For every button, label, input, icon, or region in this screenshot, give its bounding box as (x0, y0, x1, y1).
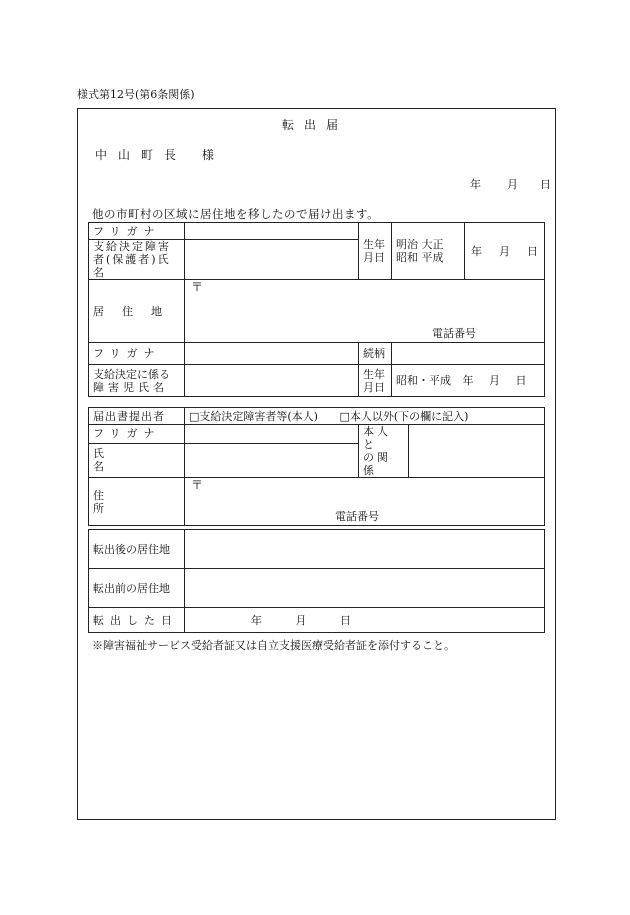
relation-field[interactable] (392, 343, 545, 365)
child-name-field[interactable] (185, 365, 359, 397)
birth2-label-line1: 生年 (363, 367, 385, 381)
option-self-checkbox[interactable]: □支給決定障害者等(本人) (189, 409, 318, 423)
before-residence-label: 転出前の居住地 (89, 569, 185, 608)
era-line1: 明治 大正 (396, 238, 444, 251)
birth2-field[interactable] (392, 365, 545, 397)
birth2-month: 月 (489, 374, 500, 387)
birth2-label (359, 365, 392, 397)
submitter-address-text: 住所 (93, 488, 166, 515)
birth-date-field[interactable] (465, 223, 545, 280)
relation-to-self-field[interactable] (409, 425, 545, 478)
recipient-name-field[interactable] (185, 240, 359, 280)
birth-label-line2: 月日 (363, 251, 385, 264)
addressee: 中山町長 様 (95, 148, 225, 162)
birth2-era: 昭和・平成 (396, 374, 451, 387)
phone-label: 電話番号 (432, 327, 476, 340)
birth-month: 月 (499, 244, 510, 258)
birth-year: 年 (471, 244, 482, 258)
submitter-address-label (89, 478, 185, 526)
recipient-table (88, 222, 545, 397)
birth2-label-line2: 月日 (363, 380, 385, 394)
birth-era[interactable] (392, 223, 465, 280)
submitter-furigana-field[interactable] (185, 425, 359, 444)
birth-day: 日 (527, 244, 538, 258)
date-year: 年 (470, 178, 481, 191)
move-date-field[interactable] (185, 608, 545, 633)
form-title: 転出届 (281, 118, 348, 132)
form-caption: 様式第12号(第6条関係) (77, 88, 195, 101)
intro-text: 他の市町村の区域に居住地を移したので届け出ます。 (92, 207, 380, 221)
furigana2-label: フリガナ (89, 343, 185, 365)
child-name-line1: 支給決定に係る (93, 367, 170, 381)
submitter-name-label (89, 443, 185, 477)
furigana-field[interactable] (185, 223, 359, 240)
furigana-label: フリガナ (89, 223, 185, 240)
relation-to-self-line1: 本人と (363, 425, 391, 451)
birth-label-line1: 生年 (363, 238, 385, 251)
residence-label: 居住地 (89, 280, 185, 343)
move-table (88, 529, 545, 633)
submitter-address-field[interactable] (185, 478, 545, 526)
child-name-line2: 障害児氏名 (93, 380, 168, 394)
submitter-table (88, 407, 545, 526)
date-day: 日 (540, 178, 551, 191)
submitter-phone-label: 電話番号 (335, 510, 379, 523)
submitter-name-field[interactable] (185, 443, 359, 477)
furigana2-field[interactable] (185, 343, 359, 365)
move-year: 年 (251, 613, 262, 627)
recipient-name-label (89, 240, 185, 280)
relation-to-self-line2: の関係 (363, 451, 391, 477)
birth-label (359, 223, 392, 280)
recipient-name-line2: 者(保護者)氏名 (93, 253, 171, 279)
child-name-label (89, 365, 185, 397)
option-other-checkbox[interactable]: □本人以外(下の欄に記入) (339, 409, 469, 423)
submitter-options (185, 408, 545, 425)
before-residence-field[interactable] (185, 569, 545, 608)
submitter-label: 届出書提出者 (89, 408, 185, 425)
submitter-furigana-label: フリガナ (89, 425, 185, 444)
date-month: 月 (507, 178, 518, 191)
move-day: 日 (340, 613, 351, 627)
attachment-note: ※障害福祉サービス受給者証又は自立支援医療受給者証を添付すること。 (92, 639, 455, 652)
birth2-day: 日 (515, 374, 527, 387)
move-date-label: 転出した日 (89, 608, 185, 633)
relation-label: 続柄 (359, 343, 392, 365)
era-line2: 昭和 平成 (396, 251, 444, 264)
relation-to-self-label (359, 425, 409, 478)
submitter-name-text: 氏名 (93, 447, 166, 474)
residence-field[interactable] (185, 280, 545, 343)
move-month: 月 (295, 613, 307, 627)
after-residence-field[interactable] (185, 530, 545, 569)
birth2-year: 年 (462, 374, 474, 387)
postal-mark: 〒 (191, 280, 204, 294)
recipient-name-line1: 支給決定障害 (93, 240, 171, 253)
submitter-postal-mark: 〒 (191, 478, 204, 492)
after-residence-label: 転出後の居住地 (89, 530, 185, 569)
